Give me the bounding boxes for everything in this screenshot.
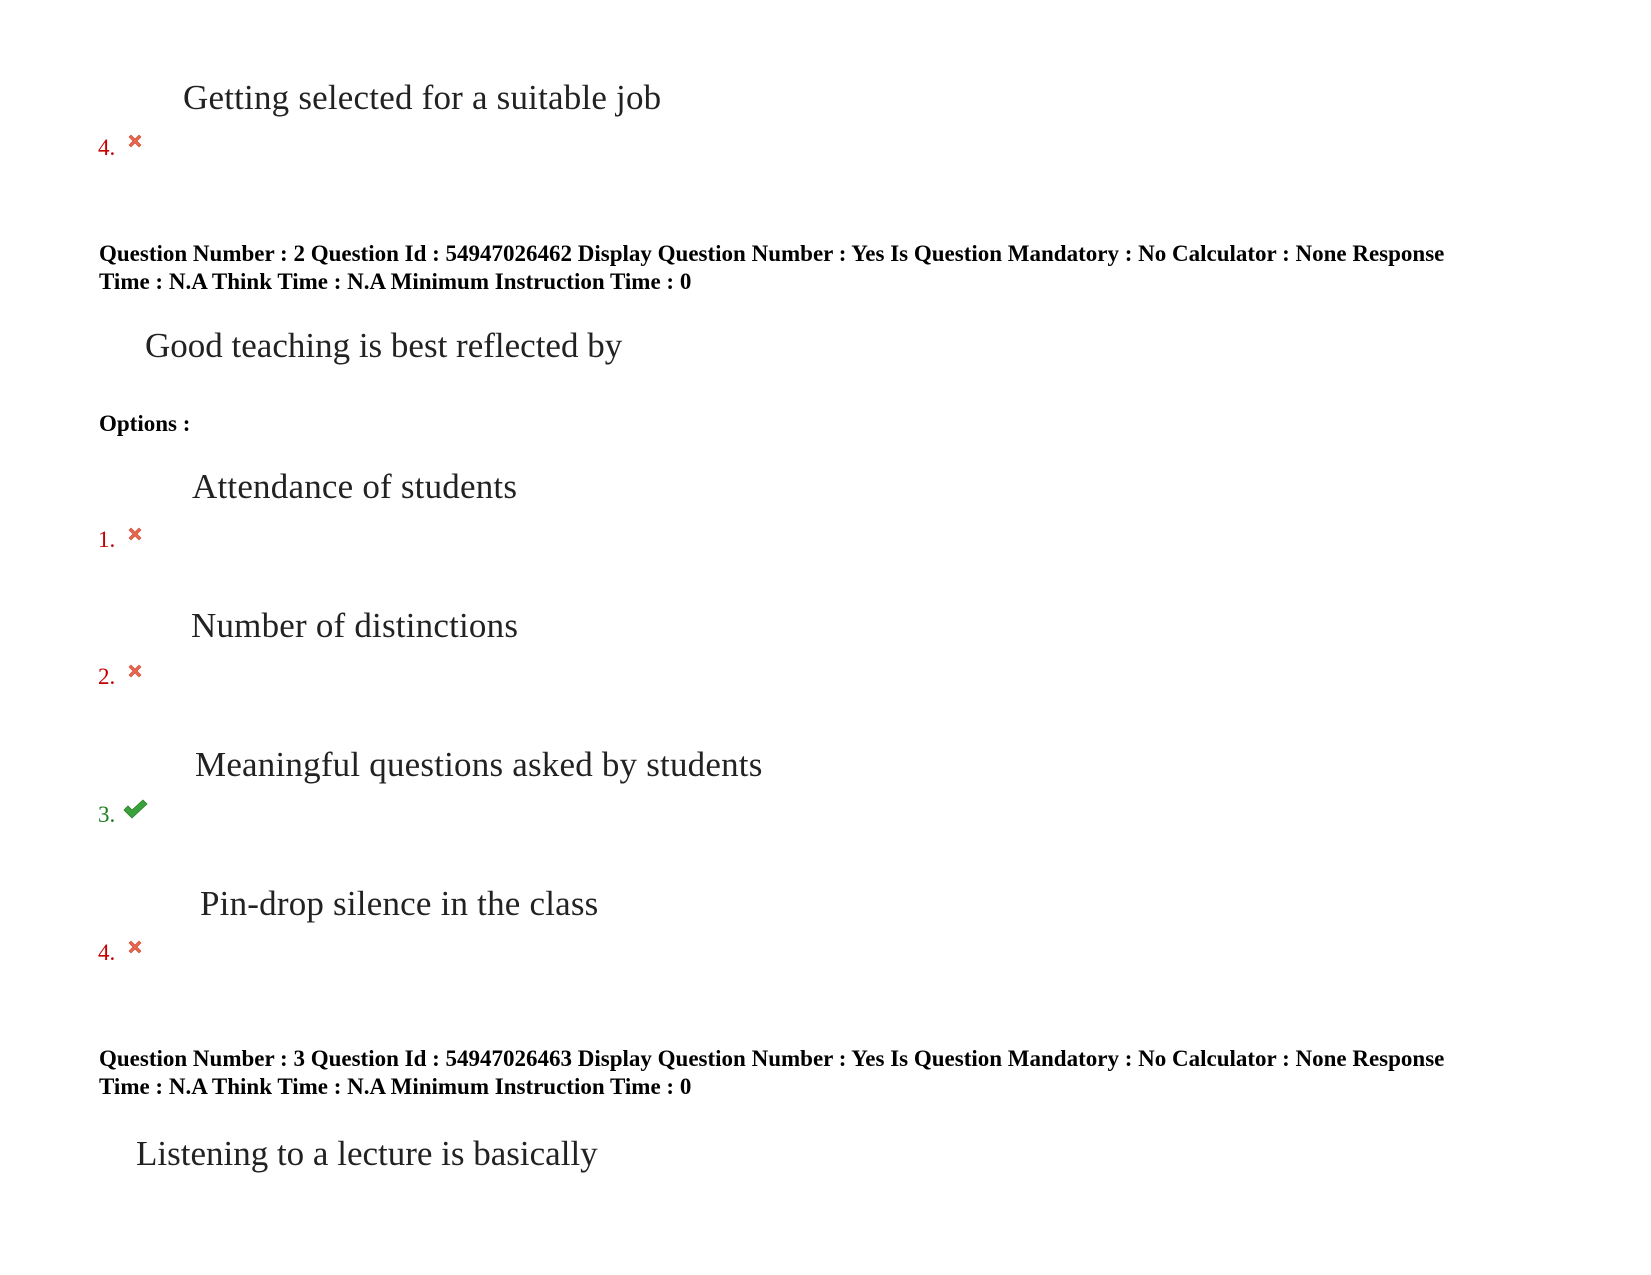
option-1-text: Attendance of students (192, 467, 518, 506)
question-2-metadata-line1: Question Number : 2 Question Id : 54947026462 Display Question Number : Yes Is Question Mandatory : No Calculator : None Response (99, 241, 1445, 266)
question-3-text: Listening to a lecture is basically (136, 1134, 598, 1173)
option-2-number: 2. (98, 664, 116, 689)
question-2-metadata (99, 240, 1579, 296)
question-3-metadata-line2: Time : N.A Think Time : N.A Minimum Instruction Time : 0 (99, 1074, 692, 1099)
question-2-metadata-line2: Time : N.A Think Time : N.A Minimum Instruction Time : 0 (99, 269, 692, 294)
options-label: Options : (99, 411, 191, 436)
option-3-number: 3. (98, 802, 116, 827)
cross-icon (127, 663, 143, 679)
cross-icon (127, 133, 143, 149)
option-1-number: 1. (98, 527, 116, 552)
question-3-metadata-line1: Question Number : 3 Question Id : 54947026463 Display Question Number : Yes Is Question Mandatory : No Calculator : None Response (99, 1046, 1445, 1071)
question-3-metadata (99, 1045, 1579, 1101)
option-2-text: Number of distinctions (191, 606, 519, 645)
check-icon (122, 798, 148, 820)
prev-option-4-number: 4. (98, 135, 116, 160)
option-4-number: 4. (98, 940, 116, 965)
option-3-text: Meaningful questions asked by students (195, 745, 763, 784)
cross-icon (127, 939, 143, 955)
option-4-text: Pin-drop silence in the class (200, 884, 599, 923)
cross-icon (127, 526, 143, 542)
question-2-text: Good teaching is best reflected by (145, 326, 623, 365)
prev-option-4-text: Getting selected for a suitable job (183, 78, 662, 117)
